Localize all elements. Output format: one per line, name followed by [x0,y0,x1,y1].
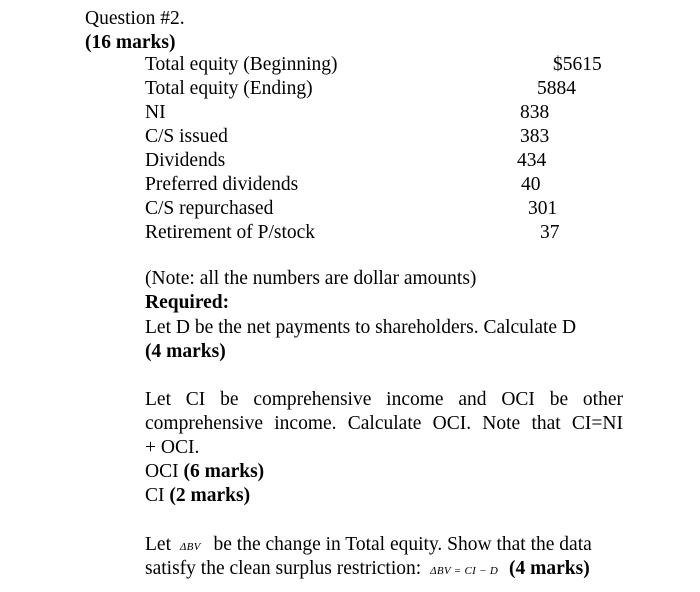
part1-text: Let D be the net payments to shareholders. Calculate D [145,317,577,338]
note-text: (Note: all the numbers are dollar amounts) [145,268,477,289]
part2-line1: Let CI be comprehensive income and OCI be other [145,389,623,410]
oci-label: OCI [145,461,184,482]
row-value: 5884 [537,78,576,99]
part1-marks: (4 marks) [145,341,226,362]
question-title: Question #2. [85,8,185,29]
row-value: 301 [528,198,558,219]
ci-line [145,484,250,508]
question-marks: (16 marks) [85,32,176,53]
row-value: 838 [520,102,550,123]
oci-marks: (6 marks) [183,461,265,482]
row-label: NI [145,102,166,123]
part2-line2: comprehensive income. Calculate OCI. Note that CI=NI [145,413,623,434]
row-label: Preferred dividends [145,174,299,195]
part3-line2-text: satisfy the clean surplus restriction: [145,558,422,579]
row-value: 37 [540,222,560,243]
row-value: 383 [520,126,550,147]
part3-marks: (4 marks) [509,558,590,579]
row-label: Total equity (Beginning) [145,54,338,75]
row-value: $5615 [553,54,602,75]
part2-paragraph [145,388,623,460]
ci-marks: (2 marks) [169,485,251,506]
clean-surplus-equation: ΔBV = CI − D [430,565,499,577]
row-label: C/S repurchased [145,198,274,219]
oci-line [145,460,264,484]
ci-label: CI [145,485,170,506]
row-value: 434 [517,150,547,171]
row-label: Total equity (Ending) [145,78,313,99]
required-label: Required: [145,292,230,313]
row-label: Retirement of P/stock [145,222,316,243]
row-label: C/S issued [145,126,228,147]
part3-line1-rest: be the change in Total equity. Show that the data [213,534,592,555]
part2-line3: + OCI. [145,437,200,458]
part3-line1 [145,533,623,559]
row-value: 40 [521,174,541,195]
delta-bv-symbol: ΔBV [179,541,201,553]
part3-let: Let [145,534,171,555]
part3-line2 [145,557,590,583]
row-label: Dividends [145,150,226,171]
